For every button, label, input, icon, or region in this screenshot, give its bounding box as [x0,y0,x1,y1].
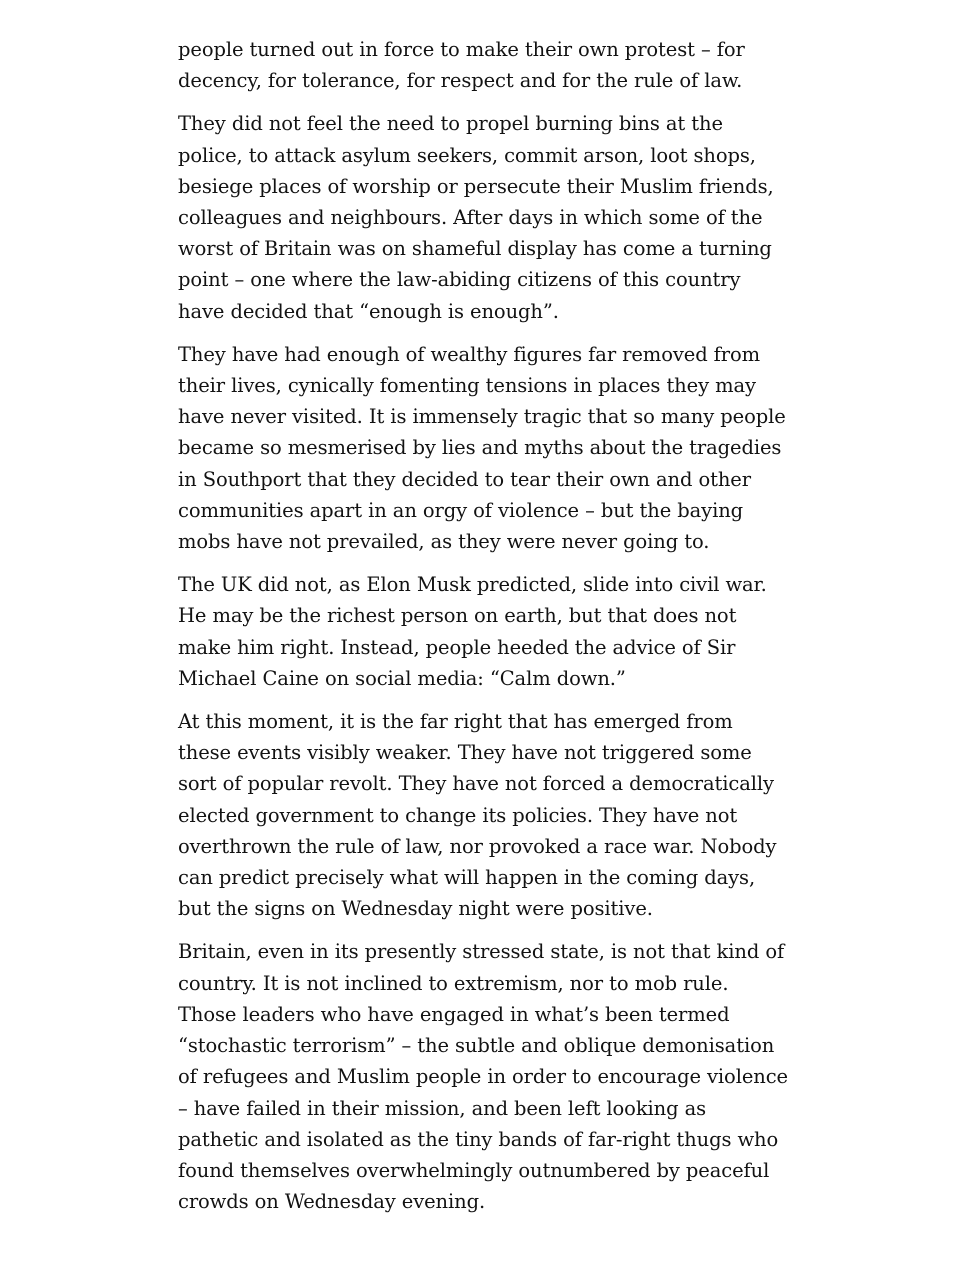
article-paragraph: people turned out in force to make their own protest – for decency, for tolerance, for respect and for the rule of law. [178,38,745,93]
article-paragraph: They did not feel the need to propel burning bins at the police, to attack asylum seekers, commit arson, loot shops, besiege places of worship or persecute their Muslim friends, colleagues and neighbours. After days in which some of the worst of Britain was on shameful display has come a turning point – one where the law-abiding citizens of this country have decided that “enough is enough”. [178,112,774,323]
article-paragraph: Britain, even in its presently stressed state, is not that kind of country. It is not inclined to extremism, nor to mob rule. Those leaders who have engaged in what’s been termed “stochastic terrorism” – the subtle and oblique demonisation of refugees and Muslim people in order to encourage violence – have failed in their mission, and been left looking as pathetic and isolated as the tiny bands of far-right thugs who found themselves overwhelmingly outnumbered by peaceful crowds on Wednesday evening. [178,940,788,1214]
article-body [178,34,788,1229]
article-paragraph: The UK did not, as Elon Musk predicted, slide into civil war. He may be the richest person on earth, but that does not make him right. Instead, people heeded the advice of Sir Michael Caine on social media: “Calm down.” [178,573,767,690]
article-paragraph: At this moment, it is the far right that has emerged from these events visibly weaker. They have not triggered some sort of popular revolt. They have not forced a democratically elected government to change its policies. They have not overthrown the rule of law, nor provoked a race war. Nobody can predict precisely what will happen in the coming days, but the signs on Wednesday night were positive. [178,710,777,921]
article-paragraph: They have had enough of wealthy figures far removed from their lives, cynically fomenting tensions in places they may have never visited. It is immensely tragic that so many people became so mesmerised by lies and myths about the tragedies in Southport that they decided to tear their own and other communities apart in an orgy of violence – but the baying mobs have not prevailed, as they were never going to. [178,342,786,554]
